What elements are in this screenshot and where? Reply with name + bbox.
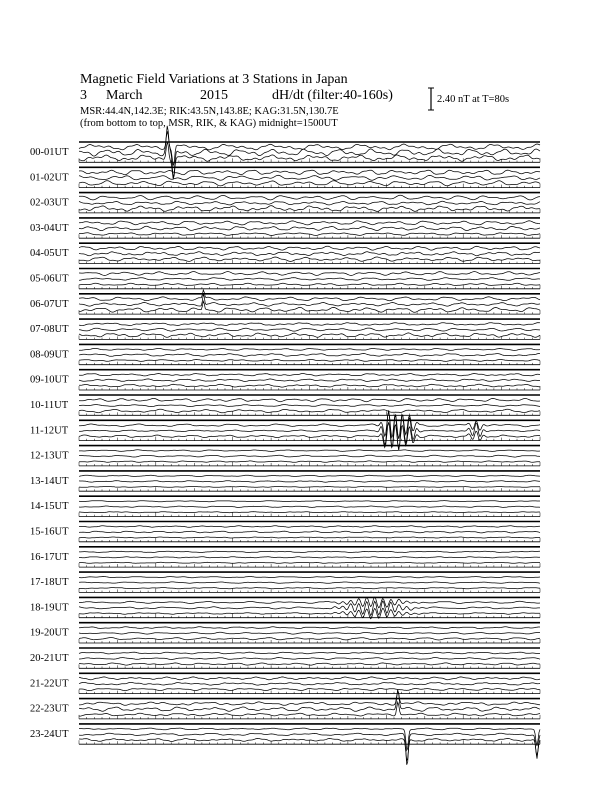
row-label: 11-12UT — [30, 425, 69, 437]
row-label: 13-14UT — [30, 475, 69, 487]
row-minute-ticks — [79, 158, 540, 162]
row-label: 08-09UT — [30, 349, 69, 361]
order-note: (from bottom to top, MSR, RIK, & KAG) midnight=1500UT — [80, 118, 338, 129]
trace-rik — [79, 175, 540, 180]
row-minute-ticks — [79, 588, 540, 592]
row-minute-ticks — [79, 487, 540, 491]
trace-kag — [79, 348, 540, 350]
trace-rik — [79, 226, 540, 230]
row-minute-ticks — [79, 462, 540, 466]
date-year: 2015 — [200, 88, 228, 103]
row-minute-ticks — [79, 740, 540, 744]
trace-msr — [79, 663, 540, 665]
trace-rik — [79, 531, 540, 533]
row-label: 14-15UT — [30, 501, 69, 513]
row-minute-ticks — [79, 538, 540, 542]
trace-kag — [79, 412, 540, 439]
row-label: 10-11UT — [30, 400, 69, 411]
date-month: March — [106, 88, 143, 103]
row-label: 00-01UT — [30, 147, 69, 158]
trace-rik — [79, 557, 540, 558]
trace-rik — [79, 379, 540, 382]
row-minute-ticks — [79, 209, 540, 213]
trace-kag — [79, 597, 540, 608]
row-minute-ticks — [79, 563, 540, 567]
row-label: 06-07UT — [30, 298, 69, 310]
row-label: 12-13UT — [30, 450, 69, 462]
trace-kag — [79, 323, 540, 326]
row-minute-ticks — [79, 411, 540, 415]
trace-msr — [79, 486, 540, 487]
trace-kag — [79, 246, 540, 250]
row-label: 22-23UT — [30, 703, 69, 715]
trace-rik — [79, 632, 540, 634]
row-minute-ticks — [79, 513, 540, 517]
trace-kag — [79, 170, 540, 175]
trace-rik — [79, 404, 540, 406]
trace-rik — [79, 506, 540, 507]
trace-kag — [79, 374, 540, 376]
row-label: 07-08UT — [30, 324, 69, 336]
row-label: 23-24UT — [30, 728, 69, 740]
trace-kag — [79, 272, 540, 276]
trace-kag — [79, 195, 540, 200]
trace-rik — [79, 410, 540, 450]
row-label: 05-06UT — [30, 273, 69, 285]
trace-kag — [79, 677, 540, 680]
row-label: 19-20UT — [30, 627, 69, 639]
scale-bar-label: 2.40 nT at T=80s — [437, 94, 510, 105]
trace-rik — [79, 126, 540, 178]
trace-rik — [79, 328, 540, 331]
trace-kag — [79, 398, 540, 401]
trace-msr — [79, 301, 540, 312]
trace-rik — [79, 201, 540, 205]
row-label: 18-19UT — [30, 602, 69, 614]
row-minute-ticks — [79, 639, 540, 643]
trace-rik — [79, 658, 540, 660]
trace-msr — [79, 702, 540, 716]
trace-rik — [79, 278, 540, 281]
trace-rik — [79, 252, 540, 256]
trace-kag — [79, 551, 540, 552]
row-label: 15-16UT — [30, 526, 69, 538]
row-label: 09-10UT — [30, 374, 69, 386]
row-minute-ticks — [79, 690, 540, 694]
trace-rik — [79, 481, 540, 483]
row-label: 16-17UT — [30, 551, 69, 563]
trace-kag — [79, 290, 540, 301]
row-label: 21-22UT — [30, 678, 69, 690]
date-day: 3 — [80, 88, 87, 103]
row-label: 04-05UT — [30, 248, 69, 260]
row-label: 02-03UT — [30, 197, 69, 209]
trace-kag — [79, 652, 540, 654]
trace-kag — [79, 526, 540, 528]
trace-kag — [79, 221, 540, 225]
trace-kag — [79, 627, 540, 629]
row-label: 17-18UT — [30, 577, 69, 589]
trace-msr — [79, 283, 540, 285]
trace-kag — [79, 577, 540, 578]
trace-rik — [79, 733, 540, 765]
chart-title: Magnetic Field Variations at 3 Stations in Japan — [80, 72, 348, 87]
trace-rik — [79, 582, 540, 583]
row-minute-ticks — [79, 184, 540, 188]
trace-kag — [79, 450, 540, 452]
trace-rik — [79, 682, 540, 685]
stations-line: MSR:44.4N,142.3E; RIK:43.5N,143.8E; KAG:31.5N,130.7E — [80, 106, 339, 117]
trace-rik — [79, 455, 540, 457]
row-minute-ticks — [79, 361, 540, 365]
row-label: 03-04UT — [30, 222, 69, 234]
row-label: 20-21UT — [30, 653, 69, 664]
filter-label: dH/dt (filter:40-160s) — [272, 88, 393, 103]
row-label: 01-02UT — [30, 172, 69, 184]
trace-kag — [79, 475, 540, 476]
trace-rik — [79, 353, 540, 356]
trace-kag — [79, 501, 540, 502]
